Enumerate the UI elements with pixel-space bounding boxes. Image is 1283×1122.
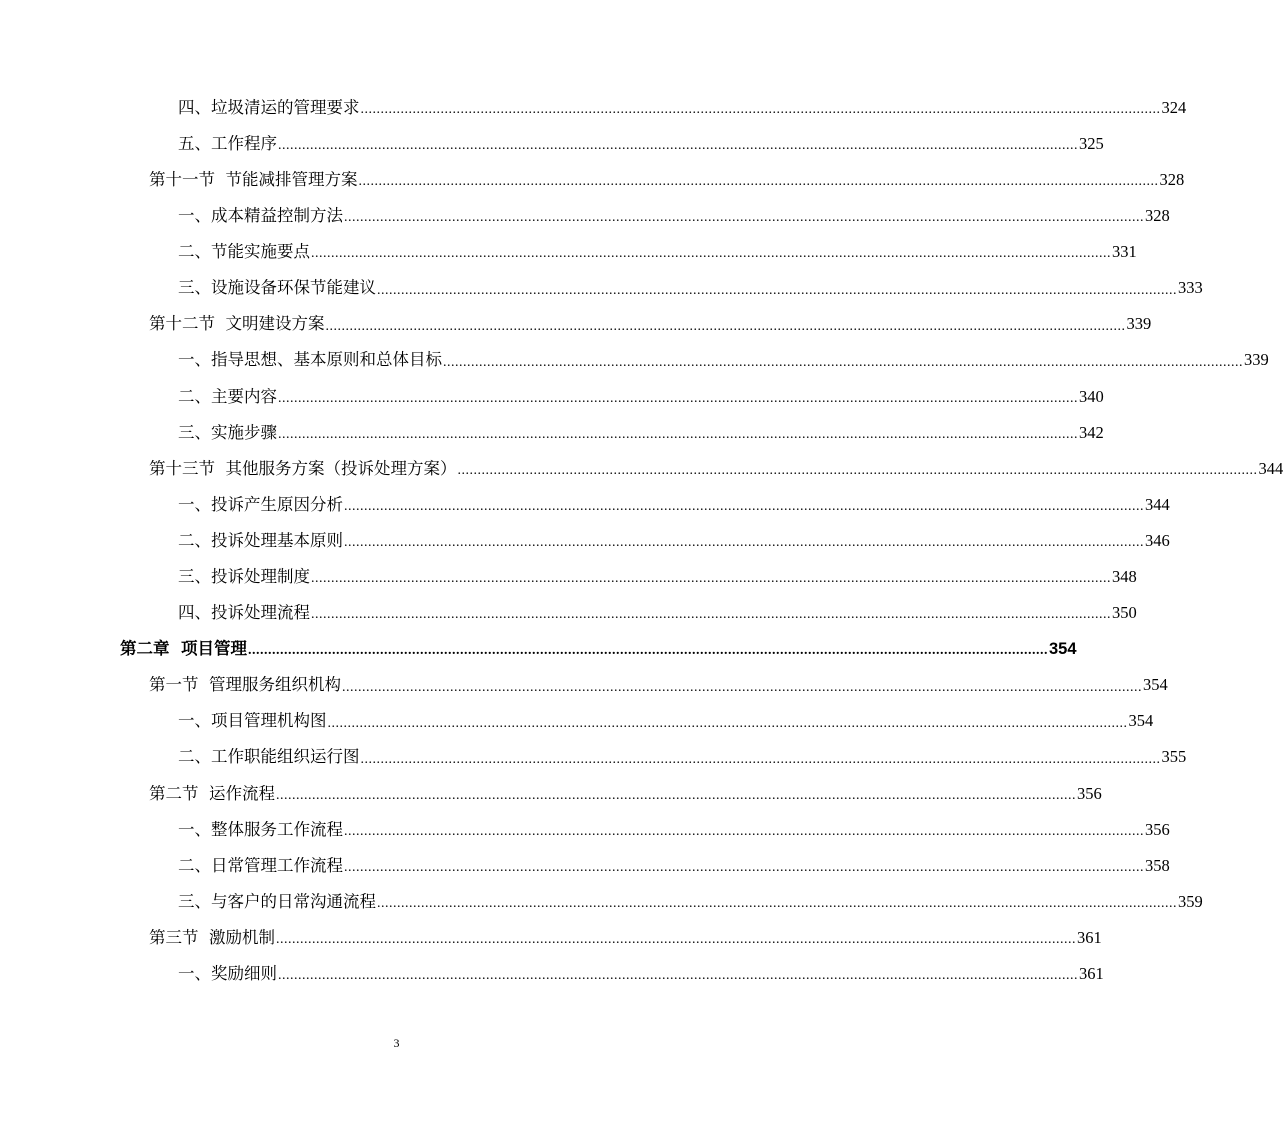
toc-entry-page: 328 [1145, 206, 1170, 226]
dot-leader: ........................................................................................................................................................................................................ [325, 318, 1126, 334]
toc-entry[interactable] [0, 198, 1170, 234]
dot-leader: ........................................................................................................................................................................................................ [278, 138, 1078, 154]
toc-entry-title: 二、工作职能组织运行图 [178, 747, 360, 767]
toc-entry[interactable] [0, 162, 1185, 198]
toc-entry-page: 339 [1244, 350, 1269, 370]
toc-entry-page: 354 [1049, 640, 1077, 659]
toc-entry-page: 361 [1077, 927, 1102, 947]
toc-entry[interactable] [0, 415, 1104, 451]
dot-leader: ........................................................................................................................................................................................................ [344, 210, 1144, 226]
toc-entry-title: 一、项目管理机构图 [178, 711, 327, 731]
toc-entry[interactable] [0, 776, 1102, 812]
dot-leader: ........................................................................................................................................................................................................ [248, 643, 1048, 659]
dot-leader: ........................................................................................................................................................................................................ [377, 282, 1177, 298]
toc-entry[interactable] [0, 451, 1283, 487]
dot-leader: ........................................................................................................................................................................................................ [457, 462, 1258, 478]
dot-leader: ........................................................................................................................................................................................................ [278, 968, 1078, 984]
toc-entry-page: 361 [1079, 964, 1104, 984]
toc-entry-title: 五、工作程序 [178, 133, 277, 153]
table-of-contents [0, 90, 1283, 992]
toc-entry[interactable] [0, 379, 1104, 415]
dot-leader: ........................................................................................................................................................................................................ [344, 860, 1144, 876]
toc-entry[interactable] [0, 343, 1269, 379]
toc-entry-title: 第三节 激励机制 [149, 927, 275, 947]
toc-entry[interactable] [0, 595, 1137, 631]
dot-leader: ........................................................................................................................................................................................................ [276, 932, 1076, 948]
dot-leader: ........................................................................................................................................................................................................ [377, 896, 1177, 912]
toc-entry-title: 二、日常管理工作流程 [178, 855, 343, 875]
toc-entry-title: 第十二节 文明建设方案 [149, 314, 325, 334]
toc-entry[interactable] [0, 234, 1137, 270]
toc-entry-page: 339 [1126, 314, 1152, 334]
toc-entry[interactable] [0, 126, 1104, 162]
toc-entry-page: 344 [1258, 458, 1283, 478]
toc-entry-page: 325 [1079, 133, 1104, 153]
toc-entry[interactable] [0, 884, 1203, 920]
toc-entry-title: 一、指导思想、基本原则和总体目标 [178, 350, 442, 370]
toc-entry-page: 324 [1161, 97, 1187, 117]
toc-entry[interactable] [0, 270, 1203, 306]
toc-entry[interactable] [0, 668, 1168, 704]
toc-entry-page: 340 [1079, 386, 1104, 406]
toc-entry[interactable] [0, 956, 1104, 992]
toc-entry[interactable] [0, 920, 1102, 956]
dot-leader: ........................................................................................................................................................................................................ [276, 787, 1076, 803]
toc-entry-page: 328 [1159, 169, 1185, 189]
toc-entry[interactable] [0, 523, 1170, 559]
toc-entry-title: 四、投诉处理流程 [178, 603, 310, 623]
toc-entry-title: 二、节能实施要点 [178, 242, 310, 262]
toc-entry-page: 348 [1112, 567, 1137, 587]
dot-leader: ........................................................................................................................................................................................................ [358, 174, 1159, 190]
dot-leader: ........................................................................................................................................................................................................ [360, 102, 1161, 118]
toc-entry-page: 354 [1143, 675, 1168, 695]
toc-entry-title: 二、主要内容 [178, 386, 277, 406]
toc-entry[interactable] [0, 631, 1077, 667]
toc-entry-title: 第十三节 其他服务方案（投诉处理方案） [149, 458, 457, 478]
toc-entry-title: 三、投诉处理制度 [178, 567, 310, 587]
toc-entry-page: 354 [1128, 711, 1154, 731]
toc-entry[interactable] [0, 740, 1187, 776]
toc-entry-title: 三、与客户的日常沟通流程 [178, 891, 376, 911]
toc-entry-page: 358 [1145, 855, 1170, 875]
toc-entry-title: 二、投诉处理基本原则 [178, 530, 343, 550]
toc-entry-page: 331 [1112, 242, 1137, 262]
dot-leader: ........................................................................................................................................................................................................ [344, 535, 1144, 551]
toc-entry-page: 333 [1178, 278, 1203, 298]
dot-leader: ........................................................................................................................................................................................................ [342, 679, 1142, 695]
toc-entry-title: 一、奖励细则 [178, 964, 277, 984]
dot-leader: ........................................................................................................................................................................................................ [311, 571, 1111, 587]
toc-entry-page: 359 [1178, 891, 1203, 911]
dot-leader: ........................................................................................................................................................................................................ [327, 715, 1128, 731]
dot-leader: ........................................................................................................................................................................................................ [344, 499, 1144, 515]
toc-entry-page: 356 [1145, 819, 1170, 839]
toc-entry-page: 344 [1145, 494, 1170, 514]
toc-entry[interactable] [0, 848, 1170, 884]
dot-leader: ........................................................................................................................................................................................................ [443, 354, 1243, 370]
toc-entry[interactable] [0, 812, 1170, 848]
dot-leader: ........................................................................................................................................................................................................ [311, 246, 1111, 262]
toc-entry-title: 第十一节 节能减排管理方案 [149, 169, 358, 189]
toc-entry-page: 355 [1161, 747, 1187, 767]
toc-entry[interactable] [0, 704, 1154, 740]
toc-entry-title: 一、整体服务工作流程 [178, 819, 343, 839]
toc-entry-title: 三、设施设备环保节能建议 [178, 278, 376, 298]
toc-entry[interactable] [0, 90, 1187, 126]
dot-leader: ........................................................................................................................................................................................................ [278, 426, 1078, 442]
dot-leader: ........................................................................................................................................................................................................ [344, 823, 1144, 839]
toc-entry-page: 342 [1079, 422, 1104, 442]
toc-entry-title: 一、投诉产生原因分析 [178, 494, 343, 514]
toc-entry[interactable] [0, 307, 1152, 343]
toc-entry[interactable] [0, 487, 1170, 523]
toc-entry-title: 第一节 管理服务组织机构 [149, 675, 341, 695]
toc-entry[interactable] [0, 559, 1137, 595]
dot-leader: ........................................................................................................................................................................................................ [311, 607, 1111, 623]
dot-leader: ........................................................................................................................................................................................................ [360, 751, 1161, 767]
toc-entry-title: 一、成本精益控制方法 [178, 206, 343, 226]
toc-entry-title: 三、实施步骤 [178, 422, 277, 442]
page-number: 3 [393, 1036, 400, 1050]
toc-entry-page: 356 [1077, 783, 1102, 803]
toc-entry-title: 第二章 项目管理 [120, 639, 247, 659]
toc-entry-title: 四、垃圾清运的管理要求 [178, 97, 360, 117]
toc-entry-title: 第二节 运作流程 [149, 783, 275, 803]
dot-leader: ........................................................................................................................................................................................................ [278, 390, 1078, 406]
toc-entry-page: 350 [1112, 603, 1137, 623]
toc-entry-page: 346 [1145, 530, 1170, 550]
